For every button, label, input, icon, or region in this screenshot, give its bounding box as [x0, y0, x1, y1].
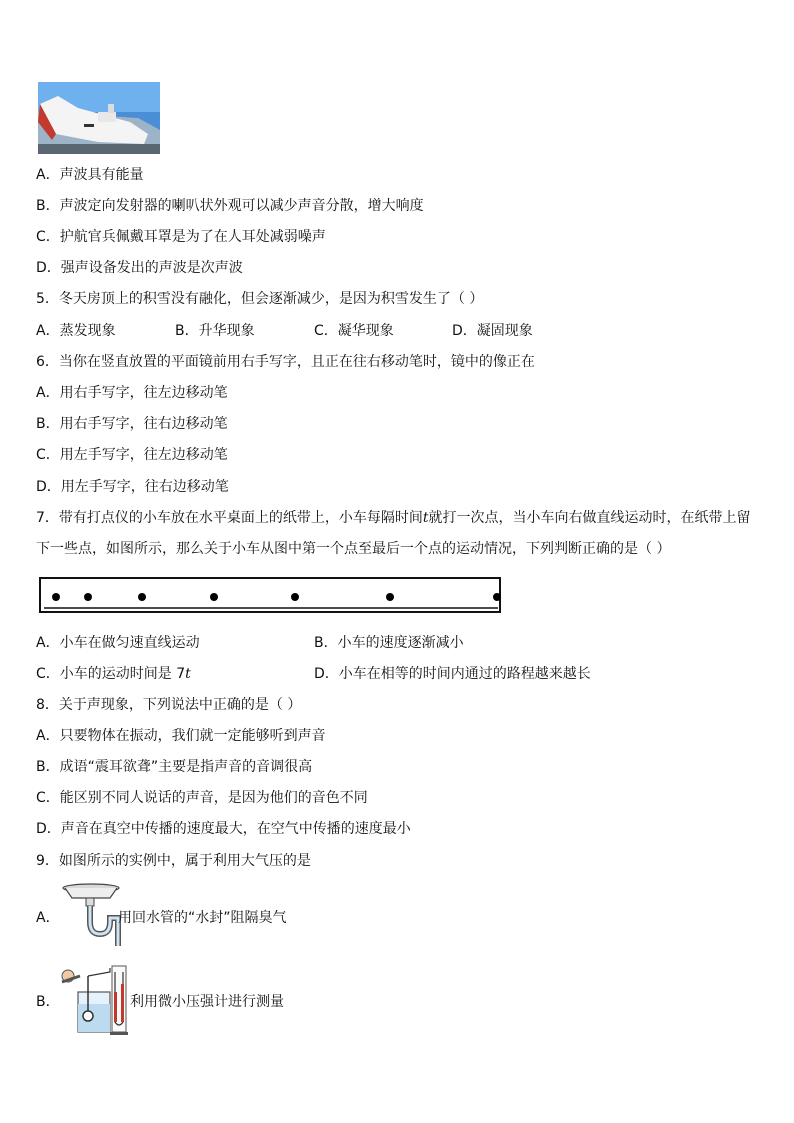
q6-option-d: D．用左手写字，往右边移动笔 — [36, 479, 229, 495]
tape-dot — [291, 593, 299, 601]
q4-option-b: B．声波定向发射器的喇叭状外观可以减少声音分散，增大响度 — [36, 198, 424, 214]
q8-stem: 8．关于声现象，下列说法中正确的是（ ） — [36, 697, 302, 713]
q8-option-c: C．能区别不同人说话的声音，是因为他们的音色不同 — [36, 790, 368, 806]
q6-option-b: B．用右手写字，往右边移动笔 — [36, 416, 228, 432]
q7-option-c-variable: t — [185, 666, 191, 682]
drain-trap-figure — [60, 882, 122, 946]
q7-stem-part2: 就打一次点，当小车向右做直线运动时，在纸带上留 — [428, 510, 751, 526]
q9-option-a-caption: 用回水管的“水封”阻隔臭气 — [118, 910, 287, 926]
q4-option-d: D．强声设备发出的声波是次声波 — [36, 260, 243, 276]
q9-stem: 9．如图所示的实例中，属于利用大气压的是 — [36, 853, 311, 869]
q8-option-a: A．只要物体在振动，我们就一定能够听到声音 — [36, 728, 326, 744]
q5-option-d: D．凝固现象 — [452, 323, 533, 339]
q7-stem-line2: 下一些点，如图所示，那么关于小车从图中第一个点至最后一个点的运动情况，下列判断正确的是（ ） — [36, 541, 671, 557]
q7-stem-variable: t — [422, 510, 429, 526]
tape-dot — [386, 593, 394, 601]
tape-dot — [138, 593, 146, 601]
q7-option-a: A．小车在做匀速直线运动 — [36, 635, 200, 651]
tape-dot — [493, 593, 501, 601]
q5-option-a: A．蒸发现象 — [36, 323, 116, 339]
q5-option-c: C．凝华现象 — [314, 323, 394, 339]
q4-option-a: A．声波具有能量 — [36, 167, 144, 183]
manometer-figure — [58, 962, 132, 1036]
q8-option-d: D．声音在真空中传播的速度最大，在空气中传播的速度最小 — [36, 821, 411, 837]
q6-option-c: C．用左手写字，往左边移动笔 — [36, 447, 228, 463]
q6-stem: 6．当你在竖直放置的平面镜前用右手写字，且正在往右移动笔时，镜中的像正在 — [36, 354, 535, 370]
q4-option-c: C．护航官兵佩戴耳罩是为了在人耳处减弱噪声 — [36, 229, 326, 245]
q7-option-b: B．小车的速度逐渐减小 — [314, 635, 464, 651]
q7-option-c — [36, 665, 191, 683]
q5-stem: 5．冬天房顶上的积雪没有融化，但会逐渐减少，是因为积雪发生了（ ） — [36, 291, 484, 307]
q7-option-c-text: C．小车的运动时间是 7 — [36, 666, 186, 682]
tape-dot — [210, 593, 218, 601]
q8-option-b: B．成语“震耳欲聋”主要是指声音的音调很高 — [36, 759, 313, 775]
paper-tape-figure — [38, 576, 502, 614]
tape-dot — [84, 593, 92, 601]
q9-option-b-label: B． — [36, 994, 60, 1010]
q7-stem-part1: 7．带有打点仪的小车放在水平桌面上的纸带上，小车每隔时间 — [36, 510, 423, 526]
tape-dot — [52, 593, 60, 601]
ship-photo — [38, 82, 160, 154]
q5-option-b: B．升华现象 — [175, 323, 255, 339]
q9-option-b-caption: 利用微小压强计进行测量 — [130, 994, 284, 1010]
q7-stem-line1 — [36, 509, 751, 527]
q6-option-a: A．用右手写字，往左边移动笔 — [36, 385, 228, 401]
q7-option-d: D．小车在相等的时间内通过的路程越来越长 — [314, 666, 591, 682]
q9-option-a-label: A． — [36, 910, 60, 926]
